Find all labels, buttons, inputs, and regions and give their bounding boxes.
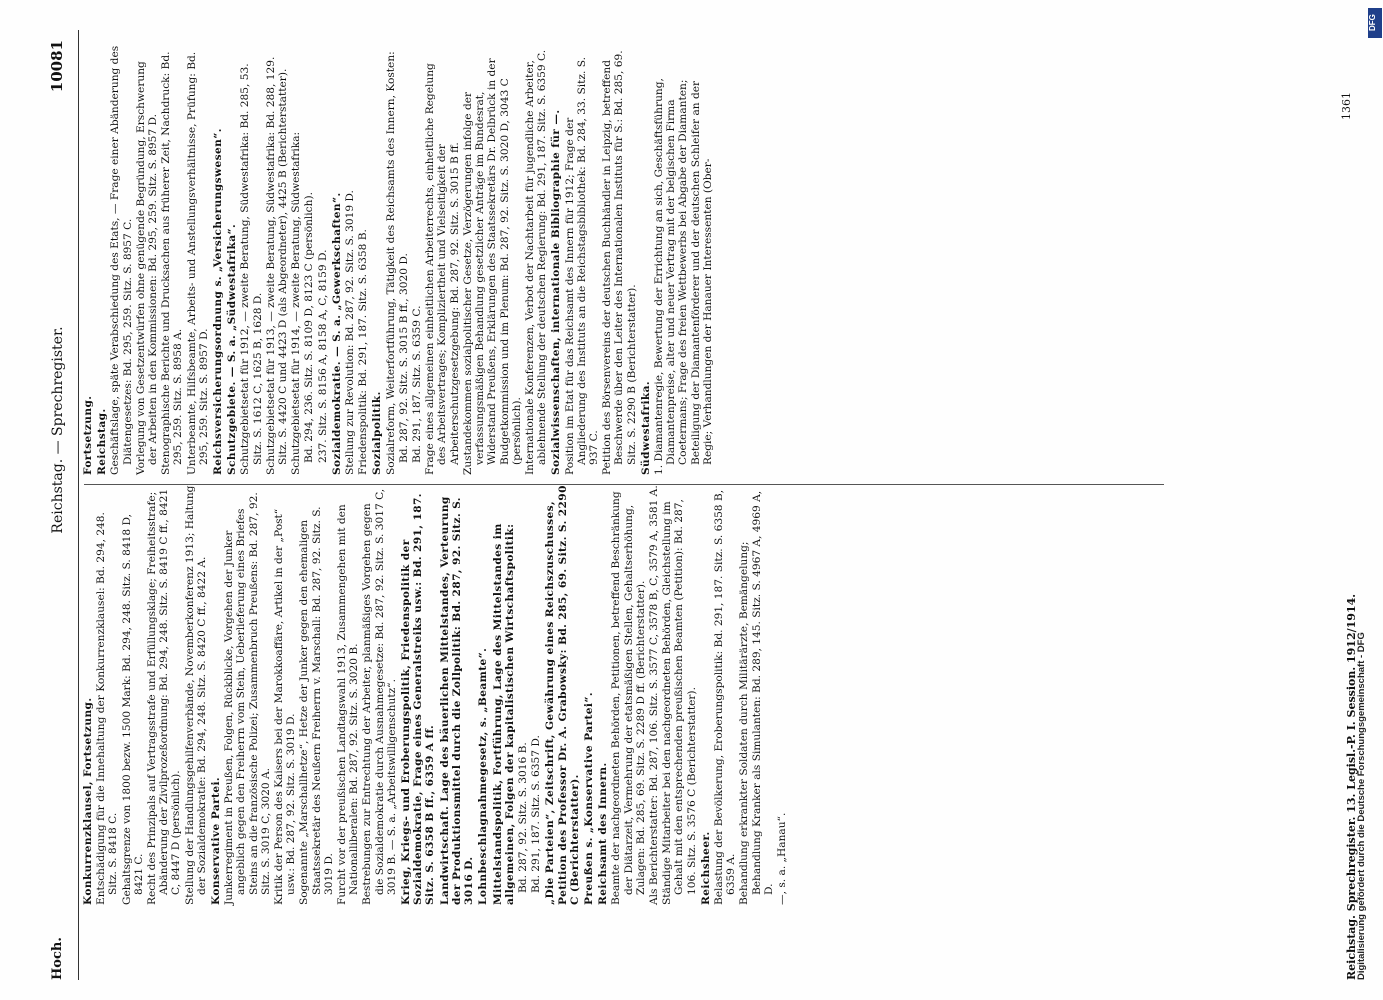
register-entry: Beamte der nachgeordneten Behörden, Petitionen, betreffend Beschränkung der Diätarzeit, Vermehrung der etatsmäßigen Stellen, Gehaltserhöhung, Zulagen: Bd. 285, 69. Sitz. S. 2289 D ff. (Berichterstatter). — [610, 491, 647, 905]
header-title: Reichstag. — Sprechregister. — [50, 326, 66, 534]
register-entry: Ständige Mitarbeiter bei den nachgeordneten Behörden, Gleichstellung im Gehalt mit den entsprechenden preußischen Beamten (Petition): Bd. 287, 106. Sitz. S. 3576 C (Berichterstatter). — [661, 499, 698, 905]
register-entry: Zustandekommen sozialpolitischer Gesetze, Verzögerungen infolge der verfassungsmäßigen Behandlung gesetzlicher Anträge im Bundesrat, Widerstand Preußens, Erklärungen des Staatssekretärs Dr. Delbrück in der Budgetkommission und im Plenum: Bd. 287, 92. Sitz. S. 3020 D, 3043 C (persönlich). — [461, 58, 523, 475]
register-entry: Vorlegung von Gesetzentwürfen ohne genügende Begründung, Erschwerung der Arbeiten in den Kommissionen: Bd. 295, 259. Sitz. S. 8957 D. — [134, 61, 160, 475]
dfg-logo: DFG — [1368, 8, 1382, 38]
register-heading: Landwirtschaft. Lage des bäuerlichen Mittelstandes, Verteurung der Produktionsmittel durch die Zollpolitik: Bd. 287, 92. Sitz. S. 3016 D. — [438, 496, 476, 905]
register-entry: Friedenspolitik: Bd. 291, 187. Sitz. S. 6358 B. — [357, 229, 370, 475]
register-entry: —, s. a. „Hanau“. — [775, 812, 788, 905]
register-heading: Mittelstandspolitik, Fortführung, Lage des Mittelstandes im allgemeinen, Folgen der kapitalistischen Wirtschaftspolitik: — [491, 523, 516, 905]
register-entry: Entschädigung für die Innehaltung der Konkurrenzklausel: Bd. 294, 248. Sitz. S. 8418 C. — [95, 512, 120, 905]
register-entry: Bd. 294, 236. Sitz. S. 8109 D, 8123 C (persönlich). — [303, 192, 316, 463]
header-left: Hoch. — [50, 937, 65, 980]
register-heading: Preußen s. „Konservative Partei“. — [582, 692, 595, 905]
register-entry: Recht des Prinzipals auf Vertragsstrafe und Erfüllungsklage; Freiheitsstrafe; Abänderung der Zivilprozeßordnung: Bd. 294, 248. Sitz. S. 8419 C ff., 8421 C, 8447 D (persönlich). — [146, 488, 183, 905]
register-entry: Sozialreform, Weiterfortführung, Tätigkeit des Reichsamts des Innern, Kosten: — [384, 51, 397, 475]
register-heading: „Die Parteien“, Zeitschrift, Gewährung eines Reichszuschusses, Petition des Professor Dr. A. Grabowsky: Bd. 285, 69. Sitz. S. 2290 C (Berichterstatter). — [544, 485, 581, 905]
left-column — [80, 485, 789, 905]
register-heading: Sozialdemokratie. — S. a. „Gewerkschaften“. — [330, 192, 343, 475]
register-heading: Sozialpolitik. — [371, 391, 384, 475]
register-entry: Bd. 291, 187. Sitz. S. 6359 C. — [411, 305, 424, 463]
register-entry: Petition des Börsenvereins der deutschen Buchhändler in Leipzig, betreffend Beschwerde über den Leiter des Internationalen Instituts für S.: Bd. 285, 69. Sitz. S. 2290 B (Berichterstatter). — [601, 50, 638, 475]
page-number: 10081 — [48, 40, 66, 93]
header-rule — [78, 30, 79, 980]
register-heading: Fortsetzung. — [82, 395, 94, 475]
footer-text: Reichstag. Sprechregister. 13. Legisl.-P. I. Session. 1912/1914. — [1345, 593, 1358, 980]
register-entry: Gehaltsgrenze von 1800 bezw. 1500 Mark: Bd. 294, 248. Sitz. S. 8418 D, 8421 C. — [120, 514, 145, 905]
register-heading: Sozialwissenschaften, internationale Bibliographie für —. — [550, 109, 563, 475]
register-heading: Reichstag. — [96, 408, 109, 475]
register-heading: Reichsversicherungsordnung s. „Versicherungswesen“. — [212, 128, 225, 475]
register-heading: Südwestafrika. — [639, 381, 652, 475]
register-heading: Reichsamt des Innern. — [597, 762, 610, 905]
register-entry: Geschäftslage, späte Verabschiedung des Etats, — Frage einer Abänderung des Diätengesetzes: Bd. 295, 259. Sitz. S. 8957 C. — [109, 45, 134, 475]
sheet-number: 1361 — [1340, 92, 1353, 120]
register-entry: Internationale Konferenzen, Verbot der Nachtarbeit für jugendliche Arbeiter, ablehnende Stellung der deutschen Regierung: Bd. 291, 187. Sitz. S. 6359 C. — [523, 49, 549, 475]
register-entry: Stellung zur Revolution: Bd. 287, 92. Sitz. S. 3019 D. — [344, 190, 357, 475]
register-entry: Bd. 287, 92. Sitz. S. 3016 B. — [516, 742, 529, 893]
digitization-notice: Digitalisierung gefördert durch die Deutsche Forschungsgemeinschaft - DFG — [1356, 632, 1367, 980]
register-entry: Schutzgebietsetat für 1914, — zweite Beratung, Südwestafrika: — [290, 131, 303, 475]
register-heading: Lohnbeschlagnahmegesetz, s. „Beamte“. — [477, 647, 490, 905]
register-entry: Schutzgebietsetat für 1912, — zweite Beratung, Südwestafrika: Bd. 285, 53. Sitz. S. 1612 C, 1625 B, 1628 D. — [239, 63, 264, 475]
register-entry: Bd. 287, 92. Sitz. S. 3015 B ff., 3020 D. — [397, 253, 410, 463]
right-column — [80, 45, 715, 475]
register-entry: Kritik der Person des Kaisers bei der Marokkoaffäre, Artikel in der „Post“ usw.: Bd. 287, 92. Sitz. S. 3019 D. — [273, 508, 298, 905]
register-entry: Als Berichterstatter: Bd. 287, 106. Sitz. S. 3577 C, 3578 B, C, 3579 A, 3581 A. — [647, 485, 660, 905]
register-entry: 237. Sitz. S. 8156 A, 8158 A, C, 8159 D. — [316, 249, 329, 463]
register-entry: Stenographische Berichte und Drucksachen aus früherer Zeit, Nachdruck: Bd. 295, 259. Sitz. S. 8958 A. — [160, 51, 185, 475]
register-entry: Frage eines allgemeinen einheitlichen Arbeiterrechts, einheitliche Regelung des Arbeitsvertrages; Kompliziertheit und Vielseitigkeit der Arbeiterschutzgesetzgebung: Bd. 287, 92. Sitz. S. 3015 B ff. — [424, 63, 461, 475]
register-heading: Konservative Partei. — [210, 776, 223, 905]
register-entry: Furcht vor der preußischen Landtagswahl 1913, Zusammengehen mit den Nationalliberalen: Bd. 287, 92. Sitz. S. 3020 B. — [336, 504, 361, 905]
register-heading: Konkurrenzklausel, Fortsetzung. — [82, 697, 94, 905]
register-entry: Schutzgebietsetat für 1913, — zweite Beratung, Südwestafrika: Bd. 288, 129. Sitz. S. 4420 C und 4423 D (als Abgeordneter), 4425 B (Berichterstatter). — [264, 56, 290, 475]
register-entry: Stellung der Handlungsgehilfenverbände, Novemberkonferenz 1913; Haltung der Sozialdemokratie: Bd. 294, 248. Sitz. S. 8420 C ff., 8422 A. — [183, 485, 208, 905]
register-entry: Belastung der Bevölkerung, Eroberungspolitik: Bd. 291, 187. Sitz. S. 6358 B, 6359 A. — [712, 489, 738, 905]
register-heading: Schutzgebiete. — S. a. „Südwestafrika“. — [226, 223, 239, 475]
register-entry: Bestrebungen zur Entrechtung der Arbeiter, planmäßiges Vorgehen gegen die Sozialdemokratie durch Ausnahmegesetze: Bd. 287, 92. Sitz. S. 3017 C, 3019 B. — S. a. „Arbeitswilligenschutz“. — [361, 488, 398, 905]
register-heading: Krieg, Kriegs- und Eroberungspolitik, Friedenspolitik der Sozialdemokratie, Frage eines Generalstreiks usw.: Bd. 291, 187. Sitz. S. 6358 B ff., 6359 A ff. — [400, 493, 437, 905]
register-heading: Reichsheer. — [699, 831, 712, 905]
register-entry: Junkerregiment in Preußen, Folgen, Rückblicke, Vorgehen der Junker angeblich gegen den Freiherrn vom Stein, Ueberlieferung eines Briefes Steins an die französische Polizei; Zusammenbruch Preußens: Bd. 287, 92. Sitz. S. 3019 C, 3020 A. — [223, 492, 272, 905]
register-entry: Unterbeamte, Hilfsbeamte, Arbeits- und Anstellungsverhältnisse, Prüfung: Bd. 295, 259. Sitz. S. 8957 D. — [185, 51, 210, 475]
register-entry: Position im Etat für das Reichsamt des Innern für 1912; Frage der Angliederung des Instituts an die Reichstagsbibliothek: Bd. 284, 33. Sitz. S. 937 C. — [563, 57, 600, 475]
register-entry: Bd. 291, 187. Sitz. S. 6357 D. — [530, 735, 543, 893]
register-entry: 1. Diamantenregie, Bewertung der Errichtung an sich, Geschäftsführung, Diamantenpreise, alter und neuer Vertrag mit der belgischen Firma Coetermans; Frage des freien Wettbewerbs bei Abgabe der Diamanten; Beteiligung der Diamantenförderer und der deutschen Schleifer an der Regie; Verhandlungen der Hanauer Interessenten (Ober- — [652, 78, 714, 475]
register-entry: Sogenannte „Marschallhetze“, Hetze der Junker gegen den ehemaligen Staatssekretär des Neußern Freiherrn v. Marschall: Bd. 287, 92. Sitz. S. 3019 D. — [298, 506, 335, 905]
register-entry: Behandlung erkrankter Soldaten durch Militärärzte, Bemängelung; Behandlung Kranker als Simulanten: Bd. 289, 145. Sitz. S. 4967 A, 4969 A, D. — [738, 490, 775, 905]
